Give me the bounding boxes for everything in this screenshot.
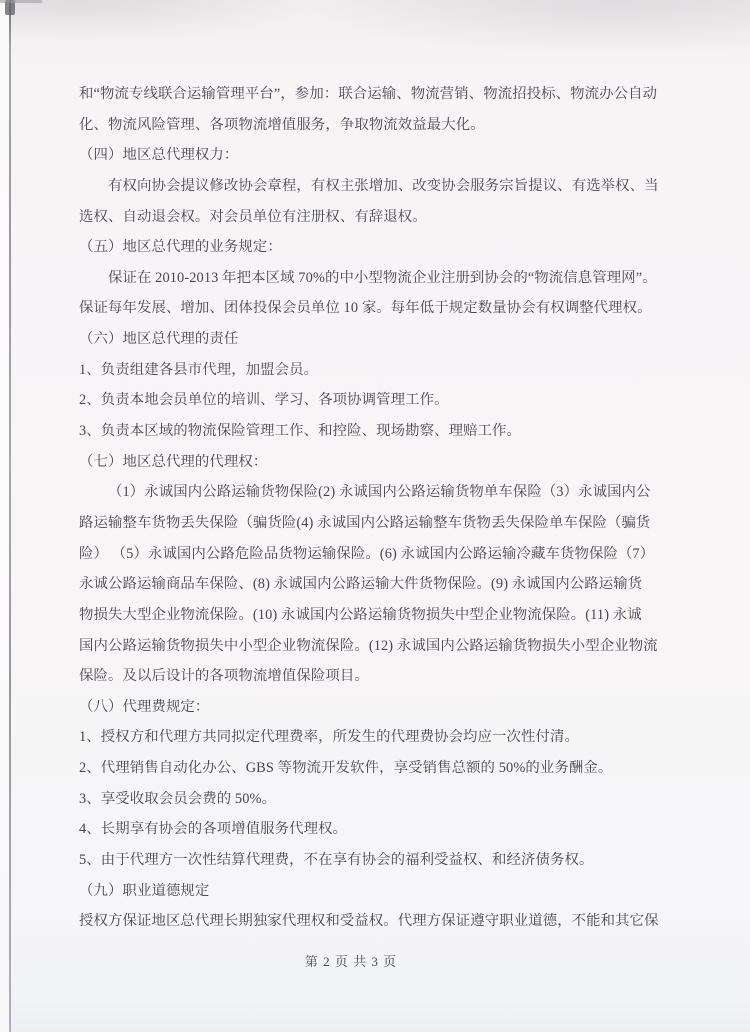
text-line: 2、负责本地会员单位的培训、学习、各项协调管理工作。 [79,392,449,409]
text-line: 保险。及以后设计的各项物流增值保险项目。 [79,668,369,685]
text-line: （七）地区总代理的代理权： [79,453,268,470]
paper-left-edge [9,0,11,1032]
text-line: 选权、自动退会权。对会员单位有注册权、有辞退权。 [79,208,427,225]
text-line: 永诚公路运输商品车保险、(8) 永诚国内公路运输大件货物保险。(9) 永诚国内公路运输货 [79,576,643,593]
text-line: 授权方保证地区总代理长期独家代理权和受益权。代理方保证遵守职业道德，不能和其它保 [79,913,659,930]
text-line: 1、负责组建各县市代理，加盟会员。 [79,361,319,378]
scan-left-margin [0,0,9,1032]
text-line: （四）地区总代理权力： [79,147,239,164]
scan-artifact-top-edge [0,0,42,3]
page-number-footer: 第 2 页 共 3 页 [304,954,398,969]
text-line: （八）代理费规定： [79,698,210,715]
text-line: （1）永诚国内公路运输货物保险(2) 永诚国内公路运输货物单车保险（3）永诚国内公 [108,484,651,501]
text-line: 国内公路运输货物损失中小型企业物流保险。(12) 永诚国内公路运输货物损失小型企业物流 [79,637,658,654]
text-line: 4、长期享有协会的各项增值服务代理权。 [79,821,348,838]
text-line: 路运输整车货物丢失保险（骗货险(4) 永诚国内公路运输整车货物丢失保险单车保险（骗货 [79,514,651,531]
text-line: （五）地区总代理的业务规定： [79,239,282,256]
text-line: 和“物流专线联合运输管理平台”，参加：联合运输、物流营销、物流招投标、物流办公自动 [79,86,658,102]
text-line: 物损失大型企业物流保险。(10) 永诚国内公路运输货物损失中型企业物流保险。(11) 永诚 [79,606,642,623]
document-text [79,79,719,937]
text-line: 保证在 2010-2013 年把本区域 70%的中小型物流企业注册到协会的“物流信息管理网”。 [108,269,657,286]
text-line: 有权向协会提议修改协会章程，有权主张增加、改变协会服务宗旨提议、有选举权、当 [108,177,659,194]
text-line: 3、享受收取会员会费的 50%。 [79,790,277,807]
text-line: （六）地区总代理的责任 [79,331,239,348]
text-line: 化、物流风险管理、各项物流增值服务，争取物流效益最大化。 [79,116,485,133]
text-line: 险） （5）永诚国内公路危险品货物运输保险。(6) 永诚国内公路运输冷藏车货物保险（7） [79,545,655,562]
text-line: 2、代理销售自动化办公、GBS 等物流开发软件，享受销售总额的 50%的业务酬金。 [79,760,613,777]
text-line: 3、负责本区域的物流保险管理工作、和控险、现场勘察、理赔工作。 [79,423,522,440]
text-line: 5、由于代理方一次性结算代理费，不在享有协会的福利受益权、和经济债务权。 [79,852,594,869]
text-line: 1、授权方和代理方共同拟定代理费率，所发生的代理费协会均应一次性付清。 [79,729,579,746]
text-line: 保证每年发展、增加、团体投保会员单位 10 家。每年低于规定数量协会有权调整代理权。 [79,300,652,317]
text-line: （九）职业道德规定 [79,882,210,899]
